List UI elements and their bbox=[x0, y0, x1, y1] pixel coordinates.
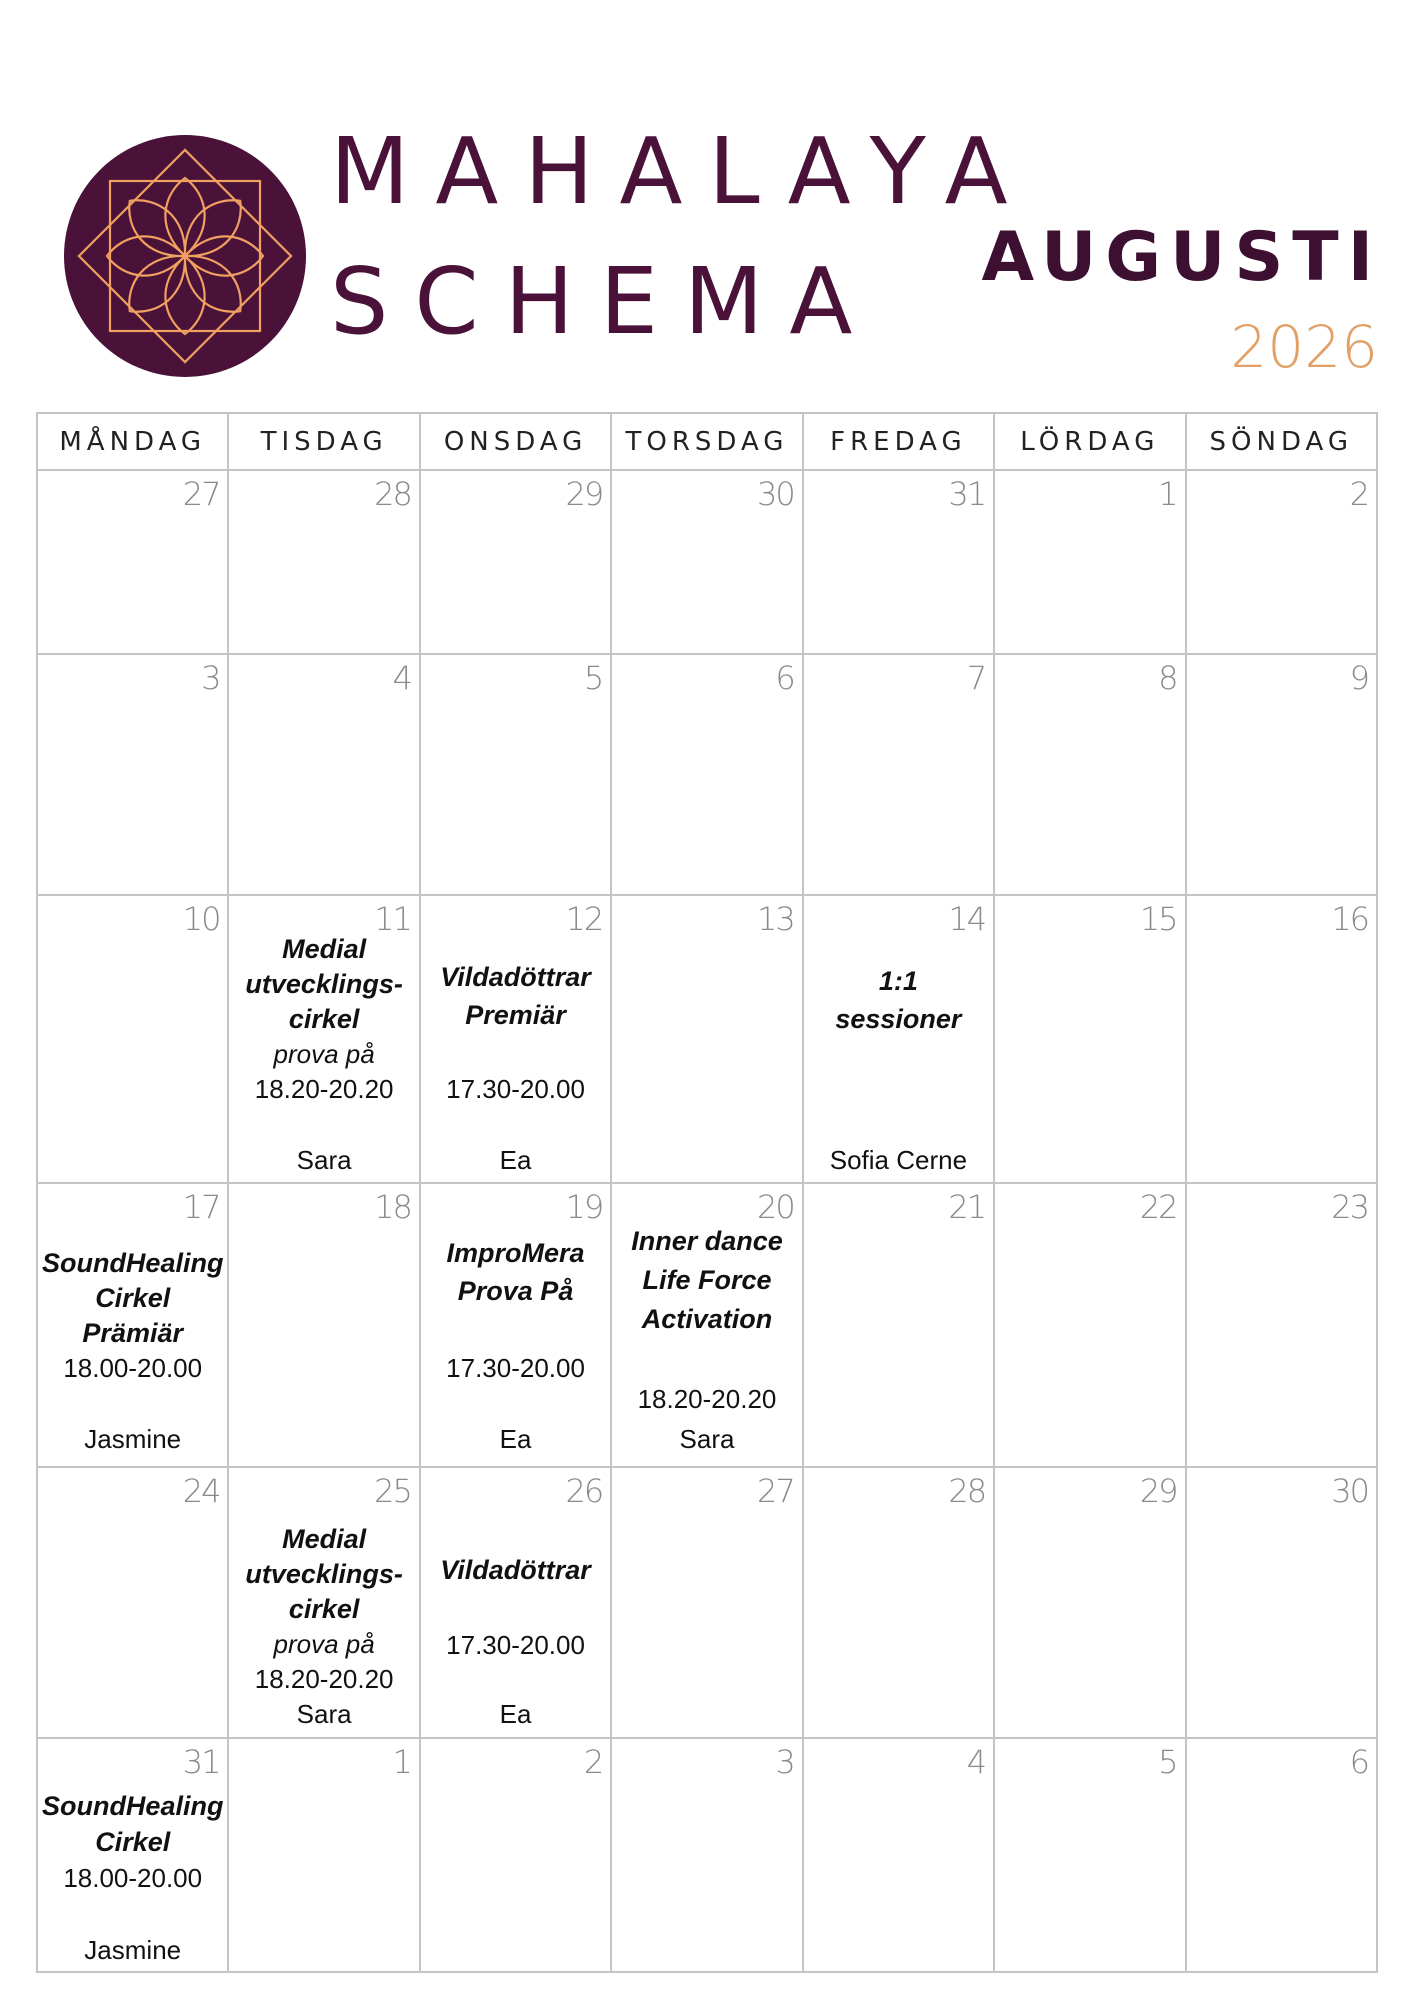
event-time: 17.30-20.00 bbox=[446, 1074, 585, 1104]
year-label: 2026 bbox=[1230, 313, 1378, 381]
event-title: 1:1 bbox=[878, 966, 918, 996]
day-cell bbox=[37, 1738, 228, 1972]
day-number: 5 bbox=[583, 659, 603, 697]
day-number: 28 bbox=[948, 1472, 986, 1510]
event-time: 18.00-20.00 bbox=[63, 1863, 203, 1893]
day-number: 5 bbox=[1158, 1743, 1177, 1781]
event-title: Vildadöttrar bbox=[440, 962, 591, 992]
event-host: Ea bbox=[499, 1145, 532, 1175]
day-cell bbox=[803, 470, 994, 654]
event-title: Inner dance bbox=[631, 1226, 783, 1256]
day-cell bbox=[1186, 654, 1377, 895]
weekday-header-row bbox=[37, 413, 1377, 470]
day-cell bbox=[611, 654, 802, 895]
day-number: 19 bbox=[565, 1188, 603, 1226]
lotus-logo-icon bbox=[64, 135, 306, 377]
day-number: 27 bbox=[182, 475, 220, 513]
day-number: 20 bbox=[756, 1188, 794, 1226]
weekday-header-friday: FREDAG bbox=[803, 413, 994, 470]
event-title: Medial bbox=[282, 934, 367, 964]
event-title: SoundHealing bbox=[41, 1791, 224, 1821]
event-time: 18.00-20.00 bbox=[63, 1353, 203, 1383]
day-number: 30 bbox=[1331, 1472, 1368, 1510]
week-row bbox=[37, 895, 1377, 1183]
weekday-header-wednesday: ONSDAG bbox=[420, 413, 611, 470]
event-title: Life Force bbox=[642, 1265, 772, 1295]
day-cell bbox=[37, 654, 228, 895]
month-title: AUGUSTI bbox=[981, 218, 1382, 297]
day-cell bbox=[1186, 895, 1377, 1183]
day-number: 18 bbox=[374, 1188, 411, 1226]
weekday-header-sunday: SÖNDAG bbox=[1186, 413, 1377, 470]
day-cell bbox=[611, 1738, 802, 1972]
day-cell bbox=[420, 895, 611, 1183]
weekday-header-tuesday: TISDAG bbox=[228, 413, 419, 470]
day-cell bbox=[1186, 1738, 1377, 1972]
event-host: Sara bbox=[296, 1699, 352, 1729]
day-cell bbox=[994, 470, 1185, 654]
day-number: 4 bbox=[392, 659, 411, 697]
day-cell bbox=[420, 1738, 611, 1972]
day-cell bbox=[803, 895, 994, 1183]
day-cell bbox=[611, 1467, 802, 1738]
day-number: 13 bbox=[756, 900, 794, 938]
week-row bbox=[37, 1738, 1377, 1972]
day-number: 2 bbox=[1349, 475, 1368, 513]
day-cell bbox=[994, 1738, 1185, 1972]
event-title: Vildadöttrar bbox=[440, 1555, 591, 1585]
day-number: 10 bbox=[182, 900, 220, 938]
day-cell bbox=[37, 470, 228, 654]
day-number: 12 bbox=[565, 900, 603, 938]
day-cell bbox=[228, 1183, 419, 1467]
day-number: 15 bbox=[1139, 900, 1177, 938]
event-title: Prova På bbox=[457, 1276, 574, 1306]
day-cell bbox=[994, 895, 1185, 1183]
calendar-grid bbox=[36, 412, 1378, 1973]
day-number: 31 bbox=[182, 1743, 220, 1781]
day-cell bbox=[228, 895, 419, 1183]
day-number: 1 bbox=[1158, 475, 1177, 513]
day-number: 31 bbox=[948, 475, 986, 513]
event-time: 17.30-20.00 bbox=[446, 1630, 585, 1660]
day-cell bbox=[420, 1467, 611, 1738]
day-cell bbox=[37, 1183, 228, 1467]
event-host: Sofia Cerne bbox=[829, 1145, 968, 1175]
day-number: 16 bbox=[1331, 900, 1368, 938]
day-cell bbox=[420, 654, 611, 895]
event-host: Ea bbox=[499, 1424, 532, 1454]
day-cell bbox=[228, 470, 419, 654]
event-title: Prämiär bbox=[82, 1318, 183, 1348]
day-number: 6 bbox=[775, 659, 794, 697]
day-cell bbox=[37, 895, 228, 1183]
day-cell bbox=[420, 470, 611, 654]
event-title: utvecklings- bbox=[245, 1559, 403, 1589]
event-title: Premiär bbox=[465, 1000, 566, 1030]
event-host: Ea bbox=[499, 1699, 532, 1729]
day-number: 11 bbox=[374, 900, 411, 938]
event-host: Sara bbox=[296, 1145, 352, 1175]
week-row bbox=[37, 654, 1377, 895]
day-number: 24 bbox=[182, 1472, 220, 1510]
day-number: 2 bbox=[583, 1743, 603, 1781]
day-cell bbox=[228, 1467, 419, 1738]
day-cell bbox=[994, 1183, 1185, 1467]
event-title: Activation bbox=[641, 1304, 773, 1334]
day-number: 22 bbox=[1139, 1188, 1177, 1226]
day-cell bbox=[803, 1738, 994, 1972]
event-time: 18.20-20.20 bbox=[254, 1074, 394, 1104]
day-number: 29 bbox=[565, 475, 603, 513]
event-host: Sara bbox=[679, 1424, 735, 1454]
weekday-header-saturday: LÖRDAG bbox=[994, 413, 1185, 470]
event-note: prova på bbox=[273, 1039, 375, 1069]
event-note: prova på bbox=[273, 1629, 375, 1659]
day-cell bbox=[611, 470, 802, 654]
day-cell bbox=[611, 1183, 802, 1467]
day-cell bbox=[803, 654, 994, 895]
day-number: 27 bbox=[756, 1472, 794, 1510]
event-title: cirkel bbox=[288, 1594, 360, 1624]
day-cell bbox=[994, 1467, 1185, 1738]
week-row bbox=[37, 470, 1377, 654]
day-cell bbox=[803, 1467, 994, 1738]
day-number: 4 bbox=[966, 1743, 986, 1781]
day-cell bbox=[803, 1183, 994, 1467]
event-time: 18.20-20.20 bbox=[254, 1664, 394, 1694]
event-host: Jasmine bbox=[84, 1935, 182, 1965]
day-number: 29 bbox=[1139, 1472, 1177, 1510]
day-number: 25 bbox=[374, 1472, 411, 1510]
day-number: 14 bbox=[948, 900, 986, 938]
day-number: 3 bbox=[775, 1743, 794, 1781]
day-number: 1 bbox=[392, 1743, 411, 1781]
day-number: 30 bbox=[756, 475, 794, 513]
event-title: Cirkel bbox=[95, 1283, 171, 1313]
event-title: sessioner bbox=[835, 1004, 962, 1034]
event-title: SoundHealing bbox=[41, 1248, 224, 1278]
day-number: 26 bbox=[565, 1472, 603, 1510]
day-cell bbox=[37, 1467, 228, 1738]
day-number: 9 bbox=[1349, 659, 1368, 697]
week-row bbox=[37, 1467, 1377, 1738]
day-cell bbox=[228, 654, 419, 895]
week-row bbox=[37, 1183, 1377, 1467]
event-title: Medial bbox=[282, 1524, 367, 1554]
day-cell bbox=[1186, 1467, 1377, 1738]
day-number: 3 bbox=[201, 659, 220, 697]
day-number: 7 bbox=[966, 659, 986, 697]
brand-title-line1: MAHALAYA bbox=[330, 118, 1034, 225]
event-time: 18.20-20.20 bbox=[637, 1384, 777, 1414]
weekday-header-thursday: TORSDAG bbox=[611, 413, 802, 470]
day-cell bbox=[420, 1183, 611, 1467]
event-host: Jasmine bbox=[84, 1424, 182, 1454]
day-cell bbox=[611, 895, 802, 1183]
event-title: Cirkel bbox=[95, 1827, 171, 1857]
brand-title-line2: SCHEMA bbox=[330, 248, 879, 355]
day-number: 6 bbox=[1349, 1743, 1368, 1781]
day-cell bbox=[994, 654, 1185, 895]
day-cell bbox=[1186, 1183, 1377, 1467]
event-title: ImproMera bbox=[446, 1238, 585, 1268]
weekday-header-monday: MÅNDAG bbox=[37, 413, 228, 470]
day-number: 28 bbox=[374, 475, 411, 513]
day-number: 21 bbox=[948, 1188, 986, 1226]
event-time: 17.30-20.00 bbox=[446, 1353, 585, 1383]
day-number: 17 bbox=[182, 1188, 220, 1226]
event-title: utvecklings- bbox=[245, 969, 403, 999]
day-cell bbox=[228, 1738, 419, 1972]
day-number: 23 bbox=[1331, 1188, 1368, 1226]
day-number: 8 bbox=[1158, 659, 1177, 697]
day-cell bbox=[1186, 470, 1377, 654]
event-title: cirkel bbox=[288, 1004, 360, 1034]
